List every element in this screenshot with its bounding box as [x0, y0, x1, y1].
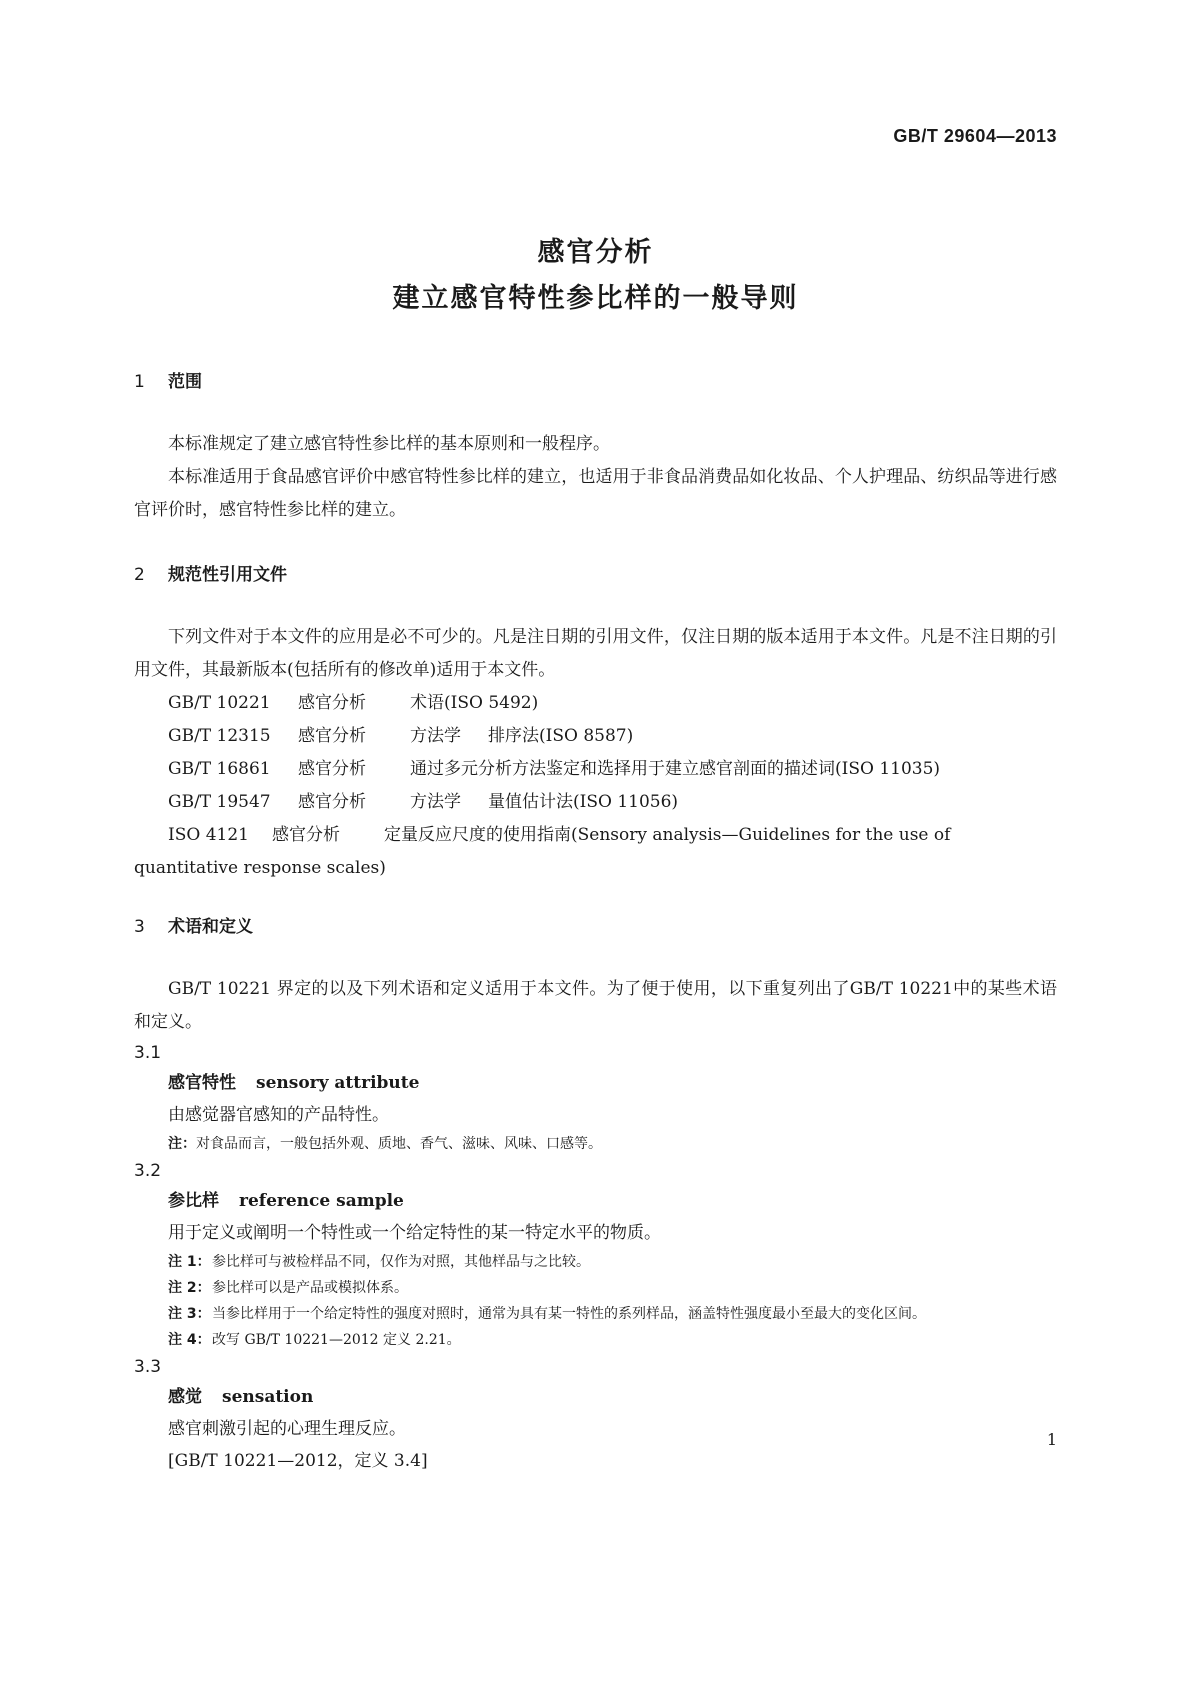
term-source: [GB/T 10221—2012，定义 3.4]	[168, 1451, 428, 1471]
note-text: 对食品而言，一般包括外观、质地、香气、滋味、风味、口感等。	[196, 1136, 602, 1152]
term-definition: 感官刺激引起的心理生理反应。	[168, 1419, 406, 1439]
paragraph: GB/T 10221 界定的以及下列术语和定义适用于本文件。为了便于使用，以下重复列出了GB/T 10221中的某些术语和定义。	[134, 979, 1057, 1032]
section-title: 规范性引用文件	[168, 565, 287, 585]
paragraph: 本标准适用于食品感官评价中感官特性参比样的建立，也适用于非食品消费品如化妆品、个人护理品、纺织品等进行感官评价时，感官特性参比样的建立。	[134, 467, 1057, 520]
reference-item	[134, 687, 1057, 720]
reference-item	[134, 753, 1057, 786]
reference-code: GB/T 19547	[168, 792, 271, 812]
term-definition: 由感觉器官感知的产品特性。	[168, 1105, 389, 1125]
reference-title: 通过多元分析方法鉴定和选择用于建立感官剖面的描述词(ISO 11035)	[410, 759, 941, 779]
term-english: reference sample	[239, 1191, 404, 1211]
title-line-2: 建立感官特性参比样的一般导则	[392, 283, 799, 314]
paragraph: 本标准规定了建立感官特性参比样的基本原则和一般程序。	[168, 434, 610, 454]
note-label: 注 2：	[168, 1280, 211, 1296]
section-heading	[134, 915, 1057, 939]
reference-title: 量值估计法(ISO 11056)	[488, 792, 679, 812]
section-heading	[134, 370, 1057, 394]
reference-category: 感官分析	[298, 759, 366, 779]
reference-code: GB/T 12315	[168, 726, 271, 746]
section-title: 范围	[168, 372, 202, 392]
note-text: 参比样可以是产品或模拟体系。	[212, 1280, 408, 1296]
paragraph: 下列文件对于本文件的应用是必不可少的。凡是注日期的引用文件，仅注日期的版本适用于本文件。凡是不注日期的引用文件，其最新版本(包括所有的修改单)适用于本文件。	[134, 627, 1057, 680]
reference-code: GB/T 10221	[168, 693, 271, 713]
term-note	[134, 1249, 1057, 1275]
reference-category: 感官分析	[298, 792, 366, 812]
term-note	[134, 1327, 1057, 1353]
term-number: 3.1	[134, 1043, 162, 1063]
page-number: 1	[1046, 1430, 1057, 1449]
title-line-1: 感官分析	[537, 237, 654, 268]
term-note	[134, 1275, 1057, 1301]
term-chinese: 感官特性	[168, 1073, 236, 1093]
term-heading	[134, 1067, 1057, 1099]
term-number: 3.3	[134, 1357, 162, 1377]
term-chinese: 参比样	[168, 1191, 219, 1211]
note-text: 当参比样用于一个给定特性的强度对照时，通常为具有某一特性的系列样品，涵盖特性强度最小至最大的变化区间。	[212, 1306, 926, 1322]
section-number: 2	[134, 565, 145, 585]
reference-title: 定量反应尺度的使用指南(Sensory analysis—Guidelines for the use of	[384, 825, 951, 845]
note-text: 改写 GB/T 10221—2012 定义 2.21。	[212, 1332, 461, 1348]
reference-title: 排序法(ISO 8587)	[488, 726, 634, 746]
note-label: 注：	[168, 1136, 196, 1152]
term-note	[134, 1301, 1057, 1327]
reference-subcategory: 方法学	[410, 792, 461, 812]
document-body	[134, 370, 1057, 1477]
note-label: 注 4：	[168, 1332, 211, 1348]
term-heading	[134, 1185, 1057, 1217]
reference-category: 感官分析	[272, 825, 340, 845]
reference-item	[134, 786, 1057, 819]
note-label: 注 3：	[168, 1306, 211, 1322]
standard-code: GB/T 29604—2013	[893, 126, 1057, 146]
reference-continuation: quantitative response scales)	[134, 858, 386, 878]
term-english: sensory attribute	[256, 1073, 420, 1093]
reference-item	[134, 720, 1057, 753]
reference-item	[134, 819, 1057, 852]
term-number: 3.2	[134, 1161, 162, 1181]
reference-category: 感官分析	[298, 726, 366, 746]
reference-category: 感官分析	[298, 693, 366, 713]
reference-subcategory: 方法学	[410, 726, 461, 746]
term-definition: 用于定义或阐明一个特性或一个给定特性的某一特定水平的物质。	[168, 1223, 661, 1243]
section-title: 术语和定义	[168, 917, 253, 937]
reference-code: ISO 4121	[168, 825, 249, 845]
term-chinese: 感觉	[168, 1387, 202, 1407]
term-heading	[134, 1381, 1057, 1413]
note-text: 参比样可与被检样品不同，仅作为对照，其他样品与之比较。	[212, 1254, 590, 1270]
term-note	[134, 1131, 1057, 1157]
section-number: 3	[134, 917, 145, 937]
section-heading	[134, 563, 1057, 587]
reference-title: 术语(ISO 5492)	[410, 693, 539, 713]
section-number: 1	[134, 372, 145, 392]
reference-code: GB/T 16861	[168, 759, 271, 779]
term-english: sensation	[222, 1387, 314, 1407]
note-label: 注 1：	[168, 1254, 211, 1270]
